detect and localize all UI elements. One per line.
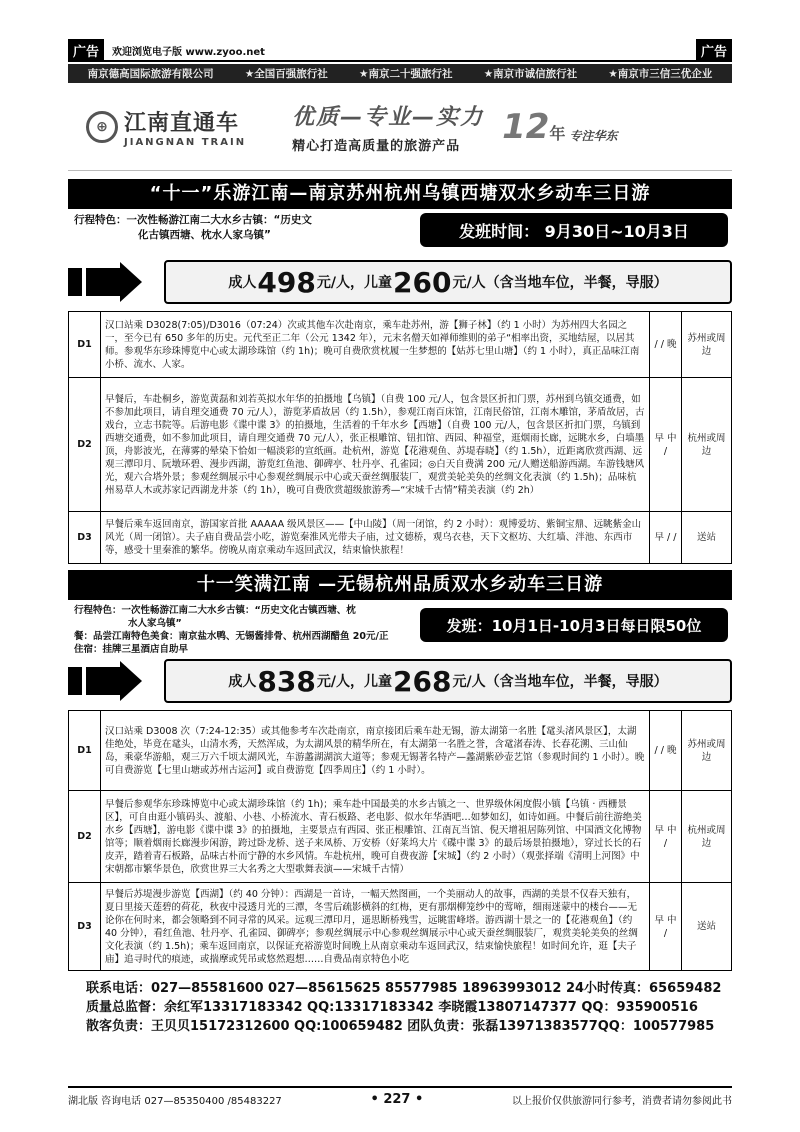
food-line: 餐：品尝江南特色美食：南京盐水鸭、无锡酱排骨、杭州西湖醋鱼 20元/正	[74, 631, 389, 642]
stay-cell: 送站	[682, 883, 732, 971]
day-cell: D2	[69, 791, 101, 883]
meal-cell: / / 晚	[650, 711, 682, 791]
meal-cell: 早 中 /	[650, 378, 682, 512]
tour1-price	[164, 260, 732, 304]
price-label: 元/人，儿童	[316, 674, 392, 690]
desc-cell: 早餐后乘车返回南京，游国家首批 AAAAA 级风景区——【中山陵】（周一闭馆，约 2 小时）：观博爱坊、紫铜宝鼎、远眺紫金山风光（周一闭馆）。夫子庙自费品尝小吃，游览秦淮风光带夫子庙，过文德桥，观乌衣巷，天下文枢坊、大红墙、泮池、东西市等，感受十里秦淮的繁华。傍晚从南京乘动车返回武汉，结束愉快旅程！	[101, 512, 650, 564]
table-row	[69, 791, 732, 883]
feature-line: 行程特色：一次性畅游江南二大水乡古镇：“历史文	[74, 214, 312, 226]
agency-name: 南京德高国际旅游有限公司	[87, 68, 214, 80]
day-cell: D2	[69, 378, 101, 512]
meal-cell: 早 中 /	[650, 883, 682, 971]
footer-left: 湖北版 咨询电话 027—85350400 /85483227	[68, 1096, 282, 1107]
arrow-icon	[68, 661, 164, 701]
feature-line: 行程特色：一次性畅游江南二大水乡古镇：“历史文化古镇西塘、枕	[74, 605, 356, 616]
table-row	[69, 312, 732, 378]
hotel-line: 住宿：挂牌三星酒店自助早	[74, 644, 189, 655]
tour2-departure: 发班：10月1日-10月3日每日限50位	[420, 608, 728, 642]
tour2-feature	[74, 604, 414, 656]
tour1-itinerary	[68, 311, 732, 564]
contact-line: 联系电话：027—85581600 027—85615625 85577985 18963993012 24小时传真：65659482	[86, 981, 722, 996]
price-label: 元/人（含当地车位，半餐，导服）	[452, 275, 668, 291]
meal-cell: 早 / /	[650, 512, 682, 564]
logo-en: JIANGNAN TRAIN	[124, 136, 247, 148]
tour1-price-row	[68, 257, 732, 307]
day-cell: D3	[69, 512, 101, 564]
agency-honor: ★南京市诚信旅行社	[483, 68, 578, 80]
day-cell: D3	[69, 883, 101, 971]
footer-right: 以上报价仅供旅游同行参考，消费者请勿参阅此书	[511, 1096, 732, 1107]
anniversary-badge	[502, 106, 618, 147]
child-price: 268	[393, 664, 452, 698]
table-row	[69, 883, 732, 971]
tour2-title: 十一笑满江南 —无锡杭州品质双水乡动车三日游	[68, 570, 732, 600]
stay-cell: 苏州或周边	[682, 312, 732, 378]
meal-cell: 早 中 /	[650, 791, 682, 883]
day-cell: D1	[69, 312, 101, 378]
arrow-icon	[68, 262, 164, 302]
adult-price: 838	[257, 664, 316, 698]
years-unit: 年	[549, 123, 566, 143]
adult-price: 498	[257, 265, 316, 299]
price-label: 元/人（含当地车位，半餐，导服）	[452, 674, 668, 690]
agency-bar	[68, 64, 732, 83]
agency-honor: ★南京二十强旅行社	[359, 68, 453, 80]
day-cell: D1	[69, 711, 101, 791]
contact-line: 质量总监督：余红军13317183342 QQ:13317183342 李晓霞13807147377 QQ：935900516	[86, 1000, 698, 1015]
tour2-itinerary	[68, 710, 732, 971]
agency-honor: ★南京市三信三优企业	[608, 68, 713, 80]
stay-cell: 杭州或周边	[682, 791, 732, 883]
table-row	[69, 512, 732, 564]
desc-cell: 早餐后参观华东珍珠博览中心或太湖珍珠馆（约 1h)；乘车赴中国最美的水乡古镇之一、世界级休闲度假小镇【乌镇 · 西栅景区】，可自由逛小镇码头、渡船、小巷、小桥流水、青石板路、老电影、似水年华酒吧…如梦如幻，如诗如画。中餐后前往游绝美水乡【西塘】，游电影《谍中谍 3》的拍摄地，主要景点有西园、张正根雕馆、江南瓦当馆、倪天增祖居陈列馆、中国酒文化博物馆等；顺着烟雨长廊漫步闲游，跨过卧龙桥、送子来凤桥、万安桥（好莱坞大片《碟中谍 3》的最后场景拍摄地），穿过长长的石皮弄，踏着青石板路，品味古朴而宁静的水乡风情。车赴杭州，晚可自费夜游【宋城】（约 2 小时）（观张择端《清明上河图》中宋朝都市繁华景色，欣赏世界三大名秀之大型歌舞表演——宋城千古情）	[101, 791, 650, 883]
logo-cn: 江南直通车	[124, 110, 240, 136]
stay-cell: 苏州或周边	[682, 711, 732, 791]
brand-banner	[68, 83, 732, 171]
contact-line: 散客负责：王贝贝15172312600 QQ:100659482 团队负责：张磊13971383577QQ：100577985	[86, 1019, 715, 1034]
ad-header	[68, 40, 732, 62]
desc-cell: 汉口站乘 D3008 次（7:24-12:35）或其他参考车次赴南京，南京接团后乘车赴无锡，游太湖第一名胜【鼋头渚风景区】，太湖佳绝处，毕竟在鼋头，山清水秀，天然浑成，为太湖风景的精华所在，有太湖第一名胜之誉，含鼋渚春涛、长春花溯、三山仙岛，乘豪华游船，观三万六千顷太湖风光，车游蠡湖湖滨大道等；参观无锡著名特产—蠡湖紫砂壶艺馆（参观时间约 1 小时）。晚可自费游览【七里山塘或苏州古运河】或自费游览【四季周庄】（约 1 小时）。	[101, 711, 650, 791]
slogan-main: 优质—专业—实力	[292, 104, 485, 130]
agency-honor: ★全国百强旅行社	[244, 68, 328, 80]
train-logo-icon: ⊕	[86, 111, 118, 143]
slogan	[292, 100, 484, 154]
site-url[interactable]: 欢迎浏览电子版 www.zyoo.net	[112, 46, 265, 58]
tour1-feature	[74, 213, 414, 243]
desc-cell: 汉口站乘 D3028(7:05)/D3016（07:24）次或其他车次赴南京，乘车赴苏州，游【狮子林】（约 1 小时）为苏州四大名园之一，至今已有 650 多年的历史。元代至正二年（公元 1342 年），元末名僧天如禅师维则的弟子“相率出资，买地结屋，以居其师。参观华东珍珠博览中心或太湖珍珠馆（约 1h)；晚可自费欣赏枕履一生梦想的【姑苏七里山塘】（约 1 小时），真正品味江南小桥、流水、人家。	[101, 312, 650, 378]
tour2-price-row	[68, 656, 732, 706]
contact-block	[68, 979, 732, 1036]
ad-tag-left: 广告	[68, 39, 104, 62]
price-label: 元/人，儿童	[316, 275, 392, 291]
tour1-feature-area	[68, 209, 732, 257]
tour1-title: “十一”乐游江南—南京苏州杭州乌镇西塘双水乡动车三日游	[68, 179, 732, 209]
tour1-departure: 发班时间： 9月30日~10月3日	[420, 213, 728, 247]
brand-logo	[124, 106, 246, 148]
table-row	[69, 711, 732, 791]
ad-tag-right: 广告	[696, 39, 732, 62]
years-note: 专注华东	[569, 128, 618, 143]
stay-cell: 杭州或周边	[682, 378, 732, 512]
price-label: 成人	[228, 275, 257, 291]
footer	[68, 1086, 732, 1107]
tour2-price	[164, 659, 732, 703]
feature-line: 水人家乌镇”	[128, 618, 182, 629]
meal-cell: / / 晚	[650, 312, 682, 378]
desc-cell: 早餐后，车赴桐乡，游览黄磊和刘若英拟水年华的拍摄地【乌镇】（自费 100 元/人，包含景区折扣门票，苏州到乌镇交通费，如不参加此项目，请自理交通费 70 元/人），游览茅盾故居（约 1.5h），参观江南百床馆，江南民俗馆，江南木雕馆，茅盾故居，古戏台，立志书院等。后游电影《谍中谍 3》的拍摄地，生活着的千年水乡【西塘】（自费 100 元/人，包含景区折扣门票，乌镇到西塘交通费，如不参加此项目，请自理交通费 70 元/人），张正根雕馆、钮扣馆、西园、种福堂，逛烟雨长廊，远眺水乡，白墙墨顶，舟影波光，在薄雾的晕染下恰如一幅淡彩的宣纸画。赴杭州，游览【花港观鱼、苏堤春晓】（约 1.5h），近距离欣赏西湖、远观三潭印月、阮墩环碧、漫步西湖，游览红鱼池、御碑亭、牡丹亭、孔雀园；◎白天自费满 200 元/人赠送船游西湖。车游钱塘风光，观六合塔外景；参观丝绸展示中心参观丝绸展示中心或天蚕丝绸服装厂，观赏美轮美奂的丝绸文化表演（约 1.5h)；品味杭州易草人木或苏家记西湖龙井茶（约 1h），晚可自费欣赏超级旅游秀—“宋城千古情”精美表演（约 2h）	[101, 378, 650, 512]
stay-cell: 送站	[682, 512, 732, 564]
tour2-feature-area	[68, 600, 732, 656]
desc-cell: 早餐后苏堤漫步游览【西湖】（约 40 分钟）：西湖是一首诗，一幅天然图画，一个美丽动人的故事，西湖的美景不仅春天独有，夏日里接天莲碧的荷花，秋夜中浸透月光的三潭，冬雪后疏影横斜的红梅，更有那烟柳笼纱中的莺啼，细雨迷蒙中的楼台——无论你在何时来，都会领略到不同寻常的风采。远观三潭印月，遥思断桥残雪，远眺雷峰塔。游西湖十景之一的【花港观鱼】（约 40 分钟），看红鱼池、牡丹亭、孔雀园、御碑亭；参观丝绸展示中心参观丝绸展示中心或天蚕丝绸服装厂，观赏美轮美奂的丝绸文化表演（约 1.5h)；乘车返回南京，以保证充裕游览时间晚上从南京乘动车返回武汉，结束愉快旅程！如时间允许，逛【夫子庙】追寻时代的痕迹，或揣摩或凭吊或悠然遐想……自费品南京特色小吃	[101, 883, 650, 971]
price-label: 成人	[228, 674, 257, 690]
feature-line: 化古镇西塘、枕水人家乌镇”	[138, 229, 271, 241]
table-row	[69, 378, 732, 512]
page-number: • 227 •	[370, 1092, 424, 1107]
slogan-sub: 精心打造高质量的旅游产品	[292, 138, 461, 154]
child-price: 260	[393, 265, 452, 299]
years-number: 12	[502, 106, 550, 147]
